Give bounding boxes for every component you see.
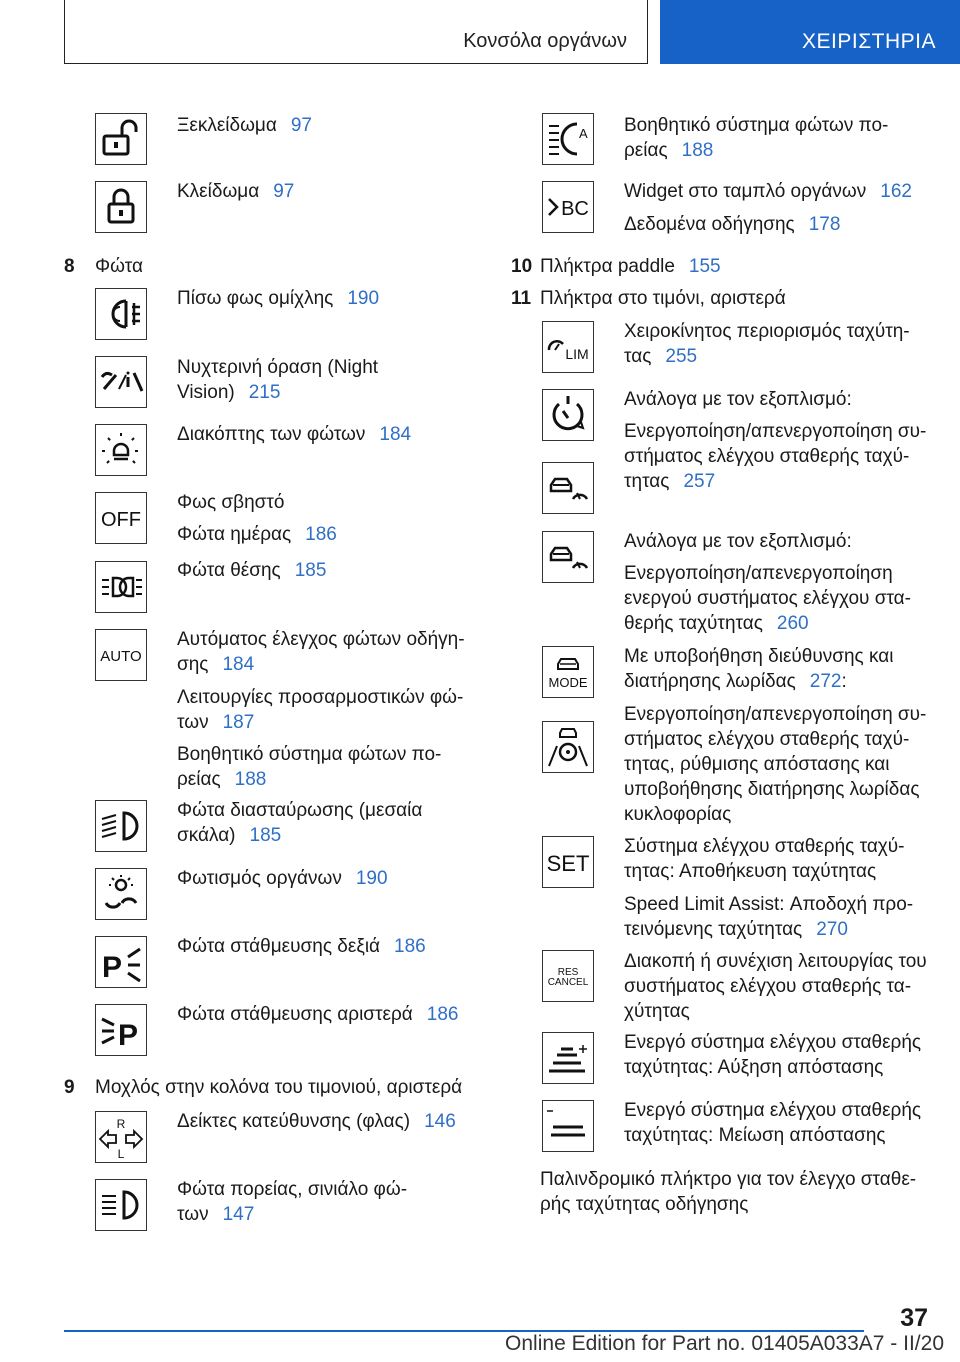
list-item: Δείκτες κατεύθυνσης (φλας) 146 [177, 1111, 456, 1132]
svg-text:MODE: MODE [548, 675, 588, 690]
set-icon [542, 836, 594, 888]
svg-text:LIM: LIM [565, 346, 589, 362]
list-item: Speed Limit Assist: Αποδοχή προ- τεινόμενης ταχύτητας 270 [624, 894, 914, 940]
speed-limiter-icon [542, 321, 594, 373]
instrument-lighting-icon [95, 868, 147, 920]
night-vision-icon [95, 356, 147, 408]
list-item: Φως σβηστό [177, 492, 285, 513]
list-item: Με υποβοήθηση διεύθυνσης και διατήρησης λωρίδας 272: [624, 646, 894, 692]
page-number: 37 [900, 1304, 928, 1332]
list-item: Λειτουργίες προσαρμοστικών φώ- των 187 [177, 687, 464, 733]
note: Παλινδρομικό πλήκτρο για τον έλεγχο σταθε- ρής ταχύτητας οδήγησης [540, 1169, 917, 1215]
list-item: Κλείδωμα 97 [177, 181, 295, 202]
list-item: Φώτα στάθμευσης δεξιά 186 [177, 936, 426, 957]
header-frame [64, 0, 648, 64]
section-number: 9 [64, 1077, 75, 1098]
list-item: Φώτα ημέρας 186 [177, 524, 337, 545]
svg-text:P: P [118, 1019, 139, 1052]
list-item: Ξεκλείδωμα 97 [177, 115, 312, 136]
parking-light-left-icon [95, 1004, 147, 1056]
section-title: Κονσόλα οργάνων [463, 30, 627, 52]
list-item: Ενεργοποίηση/απενεργοποίηση συ- στήματος ελέγχου σταθερής ταχύ- τητας 257 [624, 421, 927, 492]
list-item: Φώτα στάθμευσης αριστερά 186 [177, 1004, 459, 1025]
res-cancel-icon [542, 950, 594, 1002]
list-item: Βοηθητικό σύστημα φώτων πο- ρείας 188 [624, 115, 889, 161]
bc-icon [542, 181, 594, 233]
svg-text:CANCEL: CANCEL [547, 977, 589, 988]
list-item: Ενεργοποίηση/απενεργοποίηση συ- στήματος ελέγχου σταθερής ταχύ- τητας, ρύθμισης απόστασης και υποβοήθησης διατήρησης λωρίδας κυκλοφορίας [624, 704, 927, 825]
svg-text:AUTO: AUTO [100, 648, 142, 665]
list-item: Διακοπή ή συνέχιση λειτουργίας του συστήματος ελέγχου σταθερής τα- χύτητας [624, 951, 927, 1022]
svg-text:OFF: OFF [101, 509, 141, 531]
svg-text:L: L [117, 1147, 125, 1161]
distance-increase-icon [542, 1032, 594, 1084]
svg-text:P: P [102, 951, 123, 984]
cruise-control-icon [542, 389, 594, 441]
section-number: 11 [511, 288, 532, 309]
lock-icon [95, 181, 147, 233]
section-number: 8 [64, 256, 75, 277]
high-beam-icon [95, 1179, 147, 1231]
low-beam-icon [95, 800, 147, 852]
svg-text:R: R [116, 1117, 126, 1131]
list-item: Σύστημα ελέγχου σταθερής ταχύ- τητας: Αποθήκευση ταχύτητας [624, 836, 905, 882]
distance-decrease-icon [542, 1100, 594, 1152]
list-item: Ενεργό σύστημα ελέγχου σταθερής ταχύτητας: Μείωση απόστασης [624, 1100, 922, 1146]
parking-lights-icon [95, 561, 147, 613]
list-item: Φωτισμός οργάνων 190 [177, 868, 388, 889]
parking-light-right-icon [95, 936, 147, 988]
list-item: Χειροκίνητος περιορισμός ταχύτη- τας 255 [624, 321, 910, 367]
svg-text:SET: SET [546, 851, 590, 876]
section-title: Πλήκτρα στο τιμόνι, αριστερά [540, 288, 786, 309]
svg-text:BC: BC [561, 198, 589, 220]
section-title: Φώτα [95, 256, 143, 277]
section-number: 10 [511, 256, 533, 277]
svg-text:A: A [579, 126, 588, 141]
list-item: Ενεργό σύστημα ελέγχου σταθερής ταχύτητας: Αύξηση απόστασης [624, 1032, 922, 1078]
off-icon [95, 492, 147, 544]
list-item: Διακόπτης των φώτων 184 [177, 424, 412, 445]
chapter-tab[interactable]: ΧΕΙΡΙΣΤΗΡΙΑ [660, 0, 960, 64]
list-item: Φώτα θέσης 185 [177, 560, 327, 581]
list-item: Ανάλογα με τον εξοπλισμό: [624, 389, 852, 410]
unlock-icon [95, 113, 147, 165]
list-item: Αυτόματος έλεγχος φώτων οδήγη- σης 184 [177, 629, 465, 675]
list-item: Βοηθητικό σύστημα φώτων πο- ρείας 188 [177, 744, 442, 790]
rear-fog-light-icon [95, 288, 147, 340]
high-beam-assistant-icon [542, 113, 594, 165]
turn-signal-icon [95, 1111, 147, 1163]
list-item: Ενεργοποίηση/απενεργοποίηση ενεργού συστήματος ελέγχου στα- θερής ταχύτητας 260 [624, 563, 911, 634]
svg-text:RES: RES [557, 967, 579, 978]
list-item: Φώτα πορείας, σινιάλο φώ- των 147 [177, 1179, 408, 1225]
section-title: Πλήκτρα paddle 155 [540, 256, 721, 277]
list-item: Νυχτερινή όραση (Night Vision) 215 [177, 357, 379, 403]
list-item: Φώτα διασταύρωσης (μεσαία σκάλα) 185 [177, 800, 423, 846]
list-item: Ανάλογα με τον εξοπλισμό: [624, 531, 852, 552]
active-cruise-icon [542, 462, 594, 514]
mode-icon [542, 646, 594, 698]
auto-lights-icon [95, 629, 147, 681]
active-cruise-icon [542, 531, 594, 583]
section-title: Μοχλός στην κολόνα του τιμονιού, αριστερά [95, 1077, 463, 1098]
light-switch-icon [95, 424, 147, 476]
steering-assist-icon [542, 721, 594, 773]
list-item: Δεδομένα οδήγησης 178 [624, 214, 841, 235]
footer-text: Online Edition for Part no. 01405A033A7 - II/20 [505, 1332, 944, 1355]
list-item: Πίσω φως ομίχλης 190 [177, 288, 380, 309]
list-item: Widget στο ταμπλό οργάνων 162 [624, 181, 912, 202]
